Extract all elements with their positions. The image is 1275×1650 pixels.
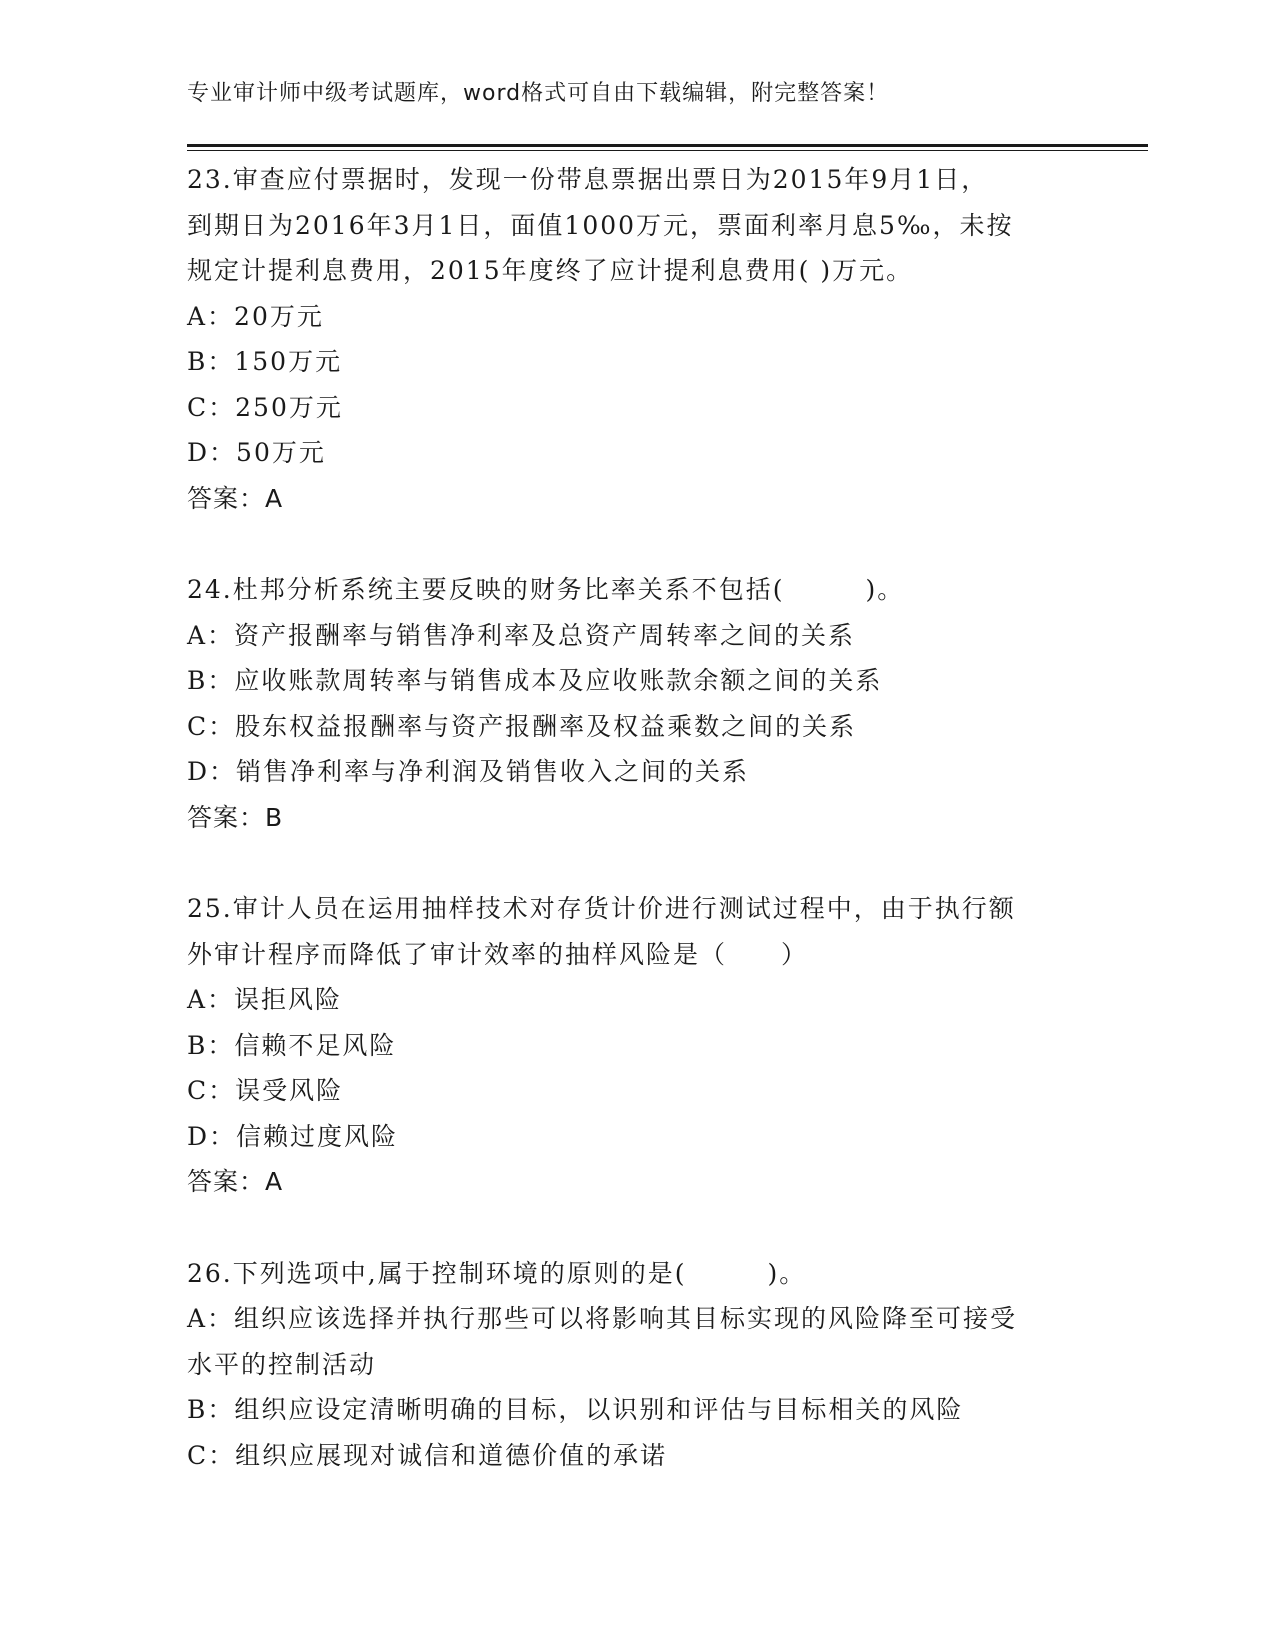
option-c: C：误受风险	[187, 1076, 344, 1105]
option-b: B：信赖不足风险	[187, 1030, 397, 1060]
question-25	[187, 886, 1087, 1205]
page-header: 专业审计师中级考试题库，word格式可自由下载编辑，附完整答案！	[187, 81, 890, 106]
header-divider-thick	[187, 144, 1148, 147]
option-b: B：应收账款周转率与销售成本及应收账款余额之间的关系	[187, 666, 883, 695]
question-stem-line: 外审计程序而降低了审计效率的抽样风险是（ ）	[187, 939, 809, 969]
option-a: A：资产报酬率与销售净利率及总资产周转率之间的关系	[187, 620, 856, 650]
option-a: A：20万元	[187, 301, 324, 331]
answer-line: 答案：B	[187, 802, 284, 832]
question-23	[187, 157, 1087, 521]
option-a: A：误拒风险	[187, 985, 343, 1014]
question-stem-line: 规定计提利息费用，2015年度终了应计提利息费用( )万元。	[187, 256, 914, 285]
question-stem-line: 24.杜邦分析系统主要反映的财务比率关系不包括( )。	[187, 575, 905, 604]
question-stem-line: 23.审查应付票据时，发现一份带息票据出票日为2015年9月1日，	[187, 165, 989, 194]
option-d: D：50万元	[187, 438, 326, 467]
answer-line: 答案：A	[187, 483, 284, 513]
option-b: B：150万元	[187, 347, 343, 376]
option-d: D：销售净利率与净利润及销售收入之间的关系	[187, 757, 750, 786]
option-a-continued: 水平的控制活动	[187, 1349, 377, 1379]
header-divider-thin	[187, 150, 1148, 151]
question-stem-line: 26.下列选项中,属于控制环境的原则的是( )。	[187, 1258, 807, 1288]
option-a: A：组织应该选择并执行那些可以将影响其目标实现的风险降至可接受	[187, 1304, 1018, 1333]
question-stem-line: 到期日为2016年3月1日，面值1000万元，票面利率月息5‰，未按	[187, 210, 1014, 240]
question-24	[187, 567, 1087, 840]
question-list	[187, 157, 1087, 1524]
question-26	[187, 1251, 1087, 1479]
option-c: C：250万元	[187, 392, 343, 422]
answer-line: 答案：A	[187, 1167, 284, 1196]
option-c: C：组织应展现对诚信和道德价值的承诺	[187, 1440, 668, 1470]
option-c: C：股东权益报酬率与资产报酬率及权益乘数之间的关系	[187, 711, 857, 741]
option-d: D：信赖过度风险	[187, 1121, 399, 1151]
question-stem-line: 25.审计人员在运用抽样技术对存货计价进行测试过程中，由于执行额	[187, 894, 1016, 923]
option-b: B：组织应设定清晰明确的目标，以识别和评估与目标相关的风险	[187, 1395, 964, 1424]
